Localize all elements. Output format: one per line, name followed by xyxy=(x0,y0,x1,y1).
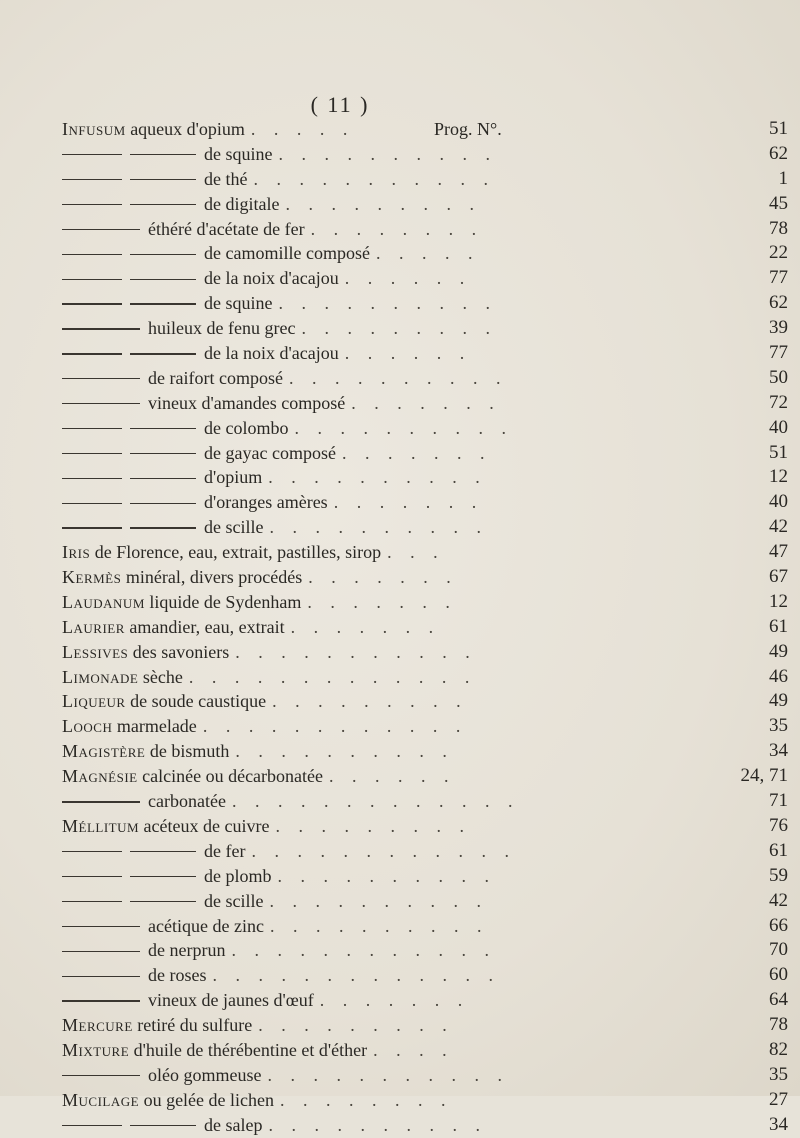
entry-text: de la noix d'acajou xyxy=(204,268,339,289)
ditto-dash xyxy=(62,951,140,952)
prog-number: 76 xyxy=(769,814,788,836)
index-entry xyxy=(62,1038,788,1063)
entry-text: d'opium xyxy=(204,467,263,488)
index-entry xyxy=(62,241,788,266)
leader-dots: . . . . . . xyxy=(344,268,472,289)
index-entry xyxy=(62,1088,788,1113)
leader-dots: . . . . . . . . . . xyxy=(277,865,496,886)
entry-text: de gayac composé xyxy=(204,442,336,463)
prog-number: 62 xyxy=(769,292,788,314)
leader-dots: . . . . . . . . . xyxy=(272,691,468,712)
leader-dots: . . . . . xyxy=(250,119,355,139)
index-entry xyxy=(62,416,788,441)
ditto-dash xyxy=(62,976,140,977)
index-entry xyxy=(62,739,788,764)
leader-dots: . . . . . . . . . . xyxy=(268,1114,487,1135)
entry-heading: Mucilage xyxy=(62,1089,140,1110)
index-entry xyxy=(62,640,788,665)
index-entry xyxy=(62,515,788,540)
ditto-dash xyxy=(62,801,140,802)
entry-text: marmelade xyxy=(112,716,197,737)
ditto-dash xyxy=(130,179,196,180)
leader-dots: . . . . . . . . . . xyxy=(278,293,497,314)
index-entry xyxy=(62,366,788,391)
index-entry xyxy=(62,465,788,490)
ditto-dash xyxy=(62,229,140,230)
leader-dots: . . . . . . . . . . xyxy=(294,417,513,438)
prog-number: 34 xyxy=(769,1113,788,1135)
leader-dots: . . . . . . . . . . . . xyxy=(231,940,496,961)
entry-text: carbonatée xyxy=(148,791,226,812)
ditto-dash xyxy=(130,254,196,255)
index-entry xyxy=(62,565,788,590)
entry-text: sèche xyxy=(138,666,183,687)
prog-number-label: Prog. N°. xyxy=(434,119,502,139)
entry-heading: Looch xyxy=(62,716,113,737)
leader-dots: . . . . xyxy=(373,1039,454,1060)
prog-number: 49 xyxy=(769,640,788,662)
prog-number: 12 xyxy=(769,466,788,488)
entry-text: amandier, eau, extrait xyxy=(124,616,285,637)
prog-number: 12 xyxy=(769,590,788,612)
leader-dots: . . . . . . . xyxy=(290,616,441,637)
prog-number: 72 xyxy=(769,391,788,413)
entry-heading: Limonade xyxy=(62,666,139,687)
prog-number: 39 xyxy=(769,317,788,339)
ditto-dash xyxy=(130,154,196,155)
entry-text: de la noix d'acajou xyxy=(204,343,339,364)
prog-number: 61 xyxy=(769,615,788,637)
ditto-dash xyxy=(130,901,196,902)
ditto-dash xyxy=(62,428,122,429)
prog-number: 1 xyxy=(778,167,788,189)
leader-dots: . . . . . . xyxy=(344,343,472,364)
index-entry xyxy=(62,117,788,142)
index-entry xyxy=(62,192,788,217)
prog-number: 64 xyxy=(769,989,788,1011)
prog-number: 78 xyxy=(769,1014,788,1036)
leader-dots: . . . . . . . . xyxy=(280,1089,453,1110)
entry-text: de salep xyxy=(204,1114,263,1135)
prog-number: 70 xyxy=(769,939,788,961)
entry-text: de camomille composé xyxy=(204,243,370,264)
entry-heading: Laurier xyxy=(62,616,125,637)
index-entry xyxy=(62,914,788,939)
leader-dots: . . . . . . . xyxy=(351,392,501,413)
prog-number: 35 xyxy=(769,715,788,737)
entry-text: vineux d'amandes composé xyxy=(148,392,346,413)
entry-text: de squine xyxy=(204,143,273,164)
prog-number: 61 xyxy=(769,839,788,861)
entry-text: minéral, divers procédés xyxy=(121,567,303,588)
index-entry xyxy=(62,1063,788,1088)
entry-text: de scille xyxy=(204,517,264,538)
index-entry xyxy=(62,764,788,789)
prog-number: 34 xyxy=(769,740,788,762)
entry-text: ou gelée de lichen xyxy=(139,1089,275,1110)
entry-heading: Magnésie xyxy=(62,766,138,787)
index-list xyxy=(62,117,788,1138)
prog-number: 47 xyxy=(769,541,788,563)
leader-dots: . . . . . . . xyxy=(319,990,470,1011)
index-entry xyxy=(62,789,788,814)
ditto-dash xyxy=(62,1075,140,1076)
ditto-dash xyxy=(62,1125,122,1126)
index-entry xyxy=(62,590,788,615)
ditto-dash xyxy=(130,503,196,504)
prog-number: 71 xyxy=(769,790,788,812)
ditto-dash xyxy=(62,503,122,504)
entry-text: de squine xyxy=(204,293,273,314)
ditto-dash xyxy=(62,204,122,205)
index-entry xyxy=(62,1113,788,1138)
ditto-dash xyxy=(62,876,122,877)
index-entry xyxy=(62,1013,788,1038)
index-entry xyxy=(62,441,788,466)
ditto-dash xyxy=(62,851,122,852)
entry-text: de bismuth xyxy=(145,741,230,762)
index-entry xyxy=(62,490,788,515)
ditto-dash xyxy=(130,353,196,354)
prog-number: 49 xyxy=(769,690,788,712)
prog-number: 78 xyxy=(769,217,788,239)
entry-text: d'oranges amères xyxy=(204,492,328,513)
ditto-dash xyxy=(62,527,122,528)
ditto-dash xyxy=(130,851,196,852)
entry-text: acétique de zinc xyxy=(148,915,264,936)
prog-number: 82 xyxy=(769,1038,788,1060)
index-entry xyxy=(62,988,788,1013)
prog-number: 77 xyxy=(769,342,788,364)
entry-heading: Lessives xyxy=(62,641,129,662)
prog-number: 40 xyxy=(769,416,788,438)
entry-text: huileux de fenu grec xyxy=(148,318,296,339)
entry-heading: Mixture xyxy=(62,1039,130,1060)
entry-text: vineux de jaunes d'œuf xyxy=(148,990,314,1011)
entry-text: de soude caustique xyxy=(125,691,267,712)
entry-heading: Liqueur xyxy=(62,691,126,712)
prog-number: 62 xyxy=(769,142,788,164)
index-entry xyxy=(62,142,788,167)
ditto-dash xyxy=(62,328,140,329)
entry-heading: Magistère xyxy=(62,741,146,762)
ditto-dash xyxy=(62,453,122,454)
entry-text: calcinée ou décarbonatée xyxy=(137,766,324,787)
entry-text: éthéré d'acétate de fer xyxy=(148,218,305,239)
ditto-dash xyxy=(130,303,196,304)
index-entry xyxy=(62,665,788,690)
ditto-dash xyxy=(130,279,196,280)
ditto-dash xyxy=(130,876,196,877)
leader-dots: . . . . . . xyxy=(329,766,456,787)
prog-number: 59 xyxy=(769,864,788,886)
prog-number: 42 xyxy=(769,889,788,911)
prog-number: 35 xyxy=(769,1063,788,1085)
leader-dots: . . . . . . . xyxy=(307,591,457,612)
leader-dots: . . . xyxy=(387,542,445,563)
index-entry xyxy=(62,714,788,739)
leader-dots: . . . . . . . . . . . . . xyxy=(188,666,477,687)
leader-dots: . . . . . . . . . . xyxy=(269,890,488,911)
entry-text: de digitale xyxy=(204,193,280,214)
entry-text: de fer xyxy=(204,840,246,861)
index-entry xyxy=(62,266,788,291)
prog-number: 40 xyxy=(769,491,788,513)
leader-dots: . . . . . xyxy=(375,243,480,264)
index-entry xyxy=(62,889,788,914)
index-entry xyxy=(62,689,788,714)
ditto-dash xyxy=(130,478,196,479)
entry-text: de thé xyxy=(204,168,248,189)
ditto-dash xyxy=(62,279,122,280)
prog-number: 42 xyxy=(769,516,788,538)
index-entry xyxy=(62,864,788,889)
leader-dots: . . . . . . . . . xyxy=(275,815,471,836)
leader-dots: . . . . . . . . . . xyxy=(269,915,489,936)
ditto-dash xyxy=(62,154,122,155)
entry-heading: Iris xyxy=(62,542,91,563)
index-entry xyxy=(62,291,788,316)
ditto-dash xyxy=(62,478,122,479)
index-entry xyxy=(62,167,788,192)
prog-number: 51 xyxy=(769,441,788,463)
prog-number: 60 xyxy=(769,964,788,986)
index-entry xyxy=(62,938,788,963)
prog-number: 77 xyxy=(769,267,788,289)
index-entry xyxy=(62,391,788,416)
ditto-dash xyxy=(62,254,122,255)
ditto-dash xyxy=(130,1125,196,1126)
leader-dots: . . . . . . . . . . xyxy=(268,467,487,488)
entry-heading: Infusum xyxy=(62,119,126,139)
leader-dots: . . . . . . . xyxy=(341,442,492,463)
entry-text: de Florence, eau, extrait, pastilles, sirop xyxy=(90,542,382,563)
ditto-dash xyxy=(62,403,140,404)
leader-dots: . . . . . . . . . xyxy=(301,318,497,339)
entry-text: retiré du sulfure xyxy=(132,1015,253,1036)
entry-text: de scille xyxy=(204,890,264,911)
leader-dots: . . . . . . . xyxy=(333,492,484,513)
prog-number: 46 xyxy=(769,665,788,687)
leader-dots: . . . . . . . . . xyxy=(285,193,481,214)
index-entry xyxy=(62,814,788,839)
index-entry xyxy=(62,341,788,366)
entry-heading: Laudanum xyxy=(62,591,145,612)
leader-dots: . . . . . . . . . . . xyxy=(253,168,495,189)
entry-text: de roses xyxy=(148,965,207,986)
prog-number: 27 xyxy=(769,1088,788,1110)
entry-text: de plomb xyxy=(204,865,272,886)
leader-dots: . . . . . . . . . . xyxy=(235,741,454,762)
prog-number: 24, 71 xyxy=(740,765,788,787)
ditto-dash xyxy=(62,303,122,304)
entry-text: de raifort composé xyxy=(148,367,283,388)
page-number: ( 11 ) xyxy=(310,92,370,117)
leader-dots: . . . . . . . . . xyxy=(258,1015,454,1036)
entry-heading: Mercure xyxy=(62,1015,133,1036)
leader-dots: . . . . . . . . . . xyxy=(278,143,497,164)
index-entry xyxy=(62,615,788,640)
leader-dots: . . . . . . . . . . . . . xyxy=(231,791,520,812)
prog-number: 67 xyxy=(769,566,788,588)
leader-dots: . . . . . . . . xyxy=(310,218,484,239)
leader-dots: . . . . . . . xyxy=(308,567,458,588)
entry-text: liquide de Sydenham xyxy=(144,591,302,612)
leader-dots: . . . . . . . . . . xyxy=(288,367,508,388)
index-entry xyxy=(62,839,788,864)
entry-heading: Kermès xyxy=(62,567,122,588)
ditto-dash xyxy=(62,926,140,927)
leader-dots: . . . . . . . . . . . . xyxy=(251,840,516,861)
prog-number: 50 xyxy=(769,366,788,388)
ditto-dash xyxy=(130,527,196,528)
index-entry xyxy=(62,217,788,242)
ditto-dash xyxy=(130,204,196,205)
ditto-dash xyxy=(130,453,196,454)
prog-number: 51 xyxy=(769,118,788,139)
prog-number: 22 xyxy=(769,242,788,264)
entry-text: d'huile de thérébentine et d'éther xyxy=(129,1039,368,1060)
prog-number: 45 xyxy=(769,192,788,214)
entry-text: aqueux d'opium xyxy=(125,119,245,139)
ditto-dash xyxy=(62,378,140,379)
entry-text: de colombo xyxy=(204,417,289,438)
index-entry xyxy=(62,316,788,341)
ditto-dash xyxy=(62,179,122,180)
ditto-dash xyxy=(62,353,122,354)
ditto-dash xyxy=(62,1000,140,1001)
leader-dots: . . . . . . . . . . . . . xyxy=(212,965,500,986)
entry-text: acéteux de cuivre xyxy=(139,815,270,836)
leader-dots: . . . . . . . . . . . . xyxy=(202,716,468,737)
entry-text: oléo gommeuse xyxy=(148,1064,262,1085)
ditto-dash xyxy=(130,428,196,429)
entry-text: de nerprun xyxy=(148,940,226,961)
index-entry xyxy=(62,963,788,988)
ditto-dash xyxy=(62,901,122,902)
index-entry xyxy=(62,540,788,565)
leader-dots: . . . . . . . . . . xyxy=(269,517,488,538)
entry-heading: Méllitum xyxy=(62,815,140,836)
leader-dots: . . . . . . . . . . . xyxy=(235,641,477,662)
entry-text: des savoniers xyxy=(128,641,230,662)
prog-number: 66 xyxy=(769,914,788,936)
leader-dots: . . . . . . . . . . . xyxy=(267,1064,509,1085)
